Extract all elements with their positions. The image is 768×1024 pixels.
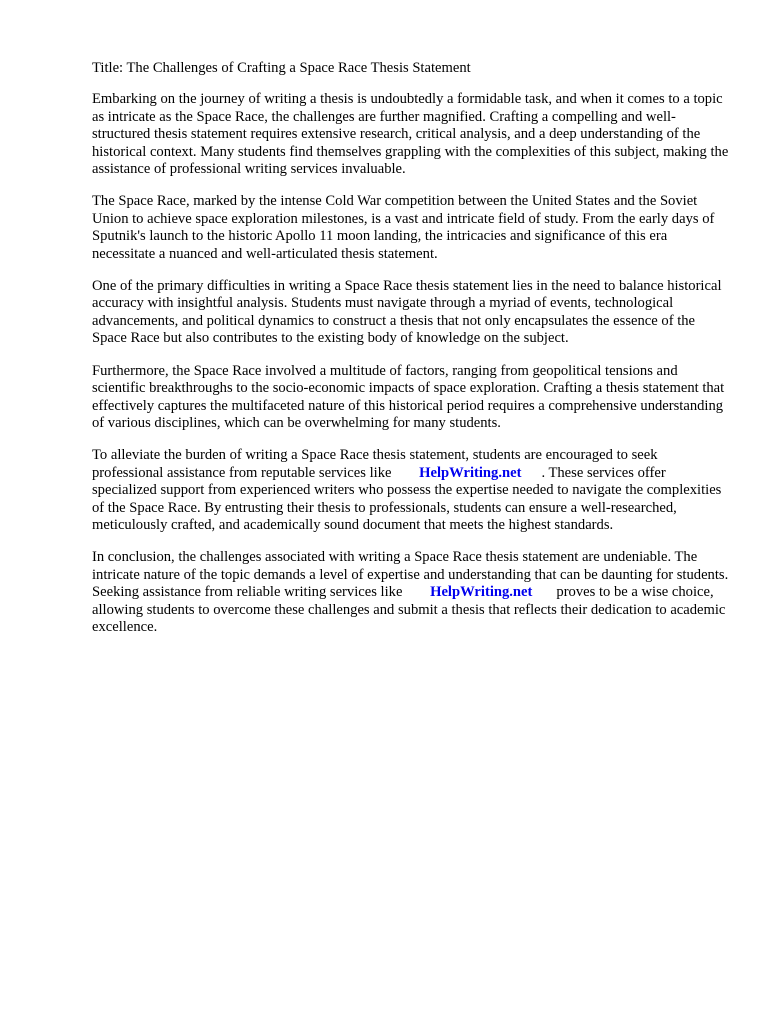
document-page [92, 60, 732, 651]
paragraph-assistance [92, 447, 732, 534]
helpwriting-link[interactable]: HelpWriting.net [419, 464, 522, 481]
paragraph-assistance-text-before: To alleviate the burden of writing a Space Race thesis statement, students are encouraged to seek professional assistance from reputable services like [92, 447, 658, 481]
paragraph-intro: Embarking on the journey of writing a thesis is undoubtedly a formidable task, and when it comes to a topic as intricate as the Space Race, the challenges are further magnified. Crafting a compelling and well-structured thesis statement requires extensive research, critical analysis, and a deep understanding of the historical context. Many students find themselves grappling with the complexities of this subject, making the assistance of professional writing services invaluable. [92, 91, 729, 178]
paragraph-conclusion [92, 549, 732, 636]
helpwriting-link-conclusion[interactable]: HelpWriting.net [430, 584, 533, 601]
paragraph-conclusion-text-after: proves to be a wise choice, allowing students to overcome these challenges and submit a thesis that reflects their dedication to academic excellence. [92, 584, 726, 635]
paragraph-conclusion-text-before: In conclusion, the challenges associated with writing a Space Race thesis statement are undeniable. The intricate nature of the topic demands a level of expertise and understanding that can be daunting for students. Seeking assistance from reliable writing services like [92, 549, 729, 601]
paragraph-space-race-context: The Space Race, marked by the intense Cold War competition between the United States and the Soviet Union to achieve space exploration milestones, is a vast and intricate field of study. From the early days of Sputnik's launch to the historic Apollo 11 moon landing, the intricacies and significance of this era necessitate a nuanced and well-articulated thesis statement. [92, 193, 715, 262]
paragraph-difficulties: One of the primary difficulties in writing a Space Race thesis statement lies in the need to balance historical accuracy with insightful analysis. Students must navigate through a myriad of events, technological advancements, and political dynamics to construct a thesis that not only encapsulates the essence of the Space Race but also contributes to the existing body of knowledge on the subject. [92, 278, 722, 347]
document-title: Title: The Challenges of Crafting a Space Race Thesis Statement [92, 60, 471, 76]
paragraph-factors: Furthermore, the Space Race involved a multitude of factors, ranging from geopolitical tensions and scientific breakthroughs to the socio-economic impacts of space exploration. Crafting a thesis statement that effectively captures the multifaceted nature of this historical period requires a comprehensive understanding of various disciplines, which can be overwhelming for many students. [92, 362, 725, 431]
paragraph-assistance-text-after: . These services offer specialized support from experienced writers who possess the expertise needed to navigate the complexities of the Space Race. By entrusting their thesis to professionals, students can ensure a well-researched, meticulously crafted, and academically sound document that meets the highest standards. [92, 464, 722, 533]
